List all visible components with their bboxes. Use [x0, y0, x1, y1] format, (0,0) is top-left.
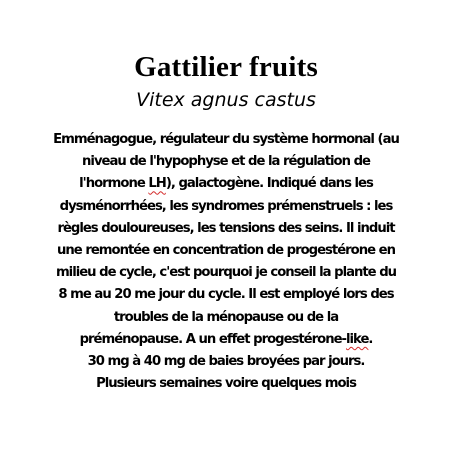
text-line — [0, 329, 452, 351]
text-line — [0, 196, 452, 218]
description-text — [0, 129, 452, 395]
text-segment: règles douloureuses, les tensions des seins. Il induit — [57, 220, 395, 236]
text-segment: milieu de cycle, c'est pourquoi je conseil la plante du — [55, 265, 397, 281]
text-segment: troubles de la ménopause ou de la — [113, 309, 339, 325]
text-segment: l'hormone — [79, 176, 149, 192]
text-line — [0, 240, 452, 262]
text-line — [0, 218, 452, 240]
text-segment: niveau de l'hypophyse et de la régulation de — [82, 154, 370, 170]
spellcheck-underlined-word: like — [346, 331, 369, 347]
text-line — [0, 173, 452, 195]
spellcheck-underlined-word: LH — [148, 176, 166, 192]
text-line — [0, 284, 452, 306]
text-segment: Emménagogue, régulateur du système hormonal (au — [53, 132, 399, 147]
text-line — [0, 151, 452, 173]
text-segment: préménopause. A un effet progestérone- — [79, 331, 346, 347]
text-segment: une remontée en concentration de progestérone en — [57, 243, 395, 259]
text-segment: . — [368, 331, 373, 347]
botanical-name: Vitex agnus castus — [136, 89, 316, 111]
text-line — [0, 262, 452, 284]
text-line — [0, 351, 452, 373]
text-segment: Plusieurs semaines voire quelques mois — [96, 376, 356, 392]
text-line — [0, 307, 452, 329]
text-segment: 30 mg à 40 mg de baies broyées par jours. — [87, 354, 365, 370]
text-line — [0, 129, 452, 151]
text-segment: dysménorrhées, les syndromes prémenstruels : les — [59, 198, 393, 214]
page-title: Gattilier fruits — [134, 51, 318, 83]
text-segment: 8 me au 20 me jour du cycle. Il est employé lors des — [58, 287, 394, 303]
text-line — [0, 373, 452, 395]
text-segment: ), galactogène. Indiqué dans les — [165, 176, 373, 192]
